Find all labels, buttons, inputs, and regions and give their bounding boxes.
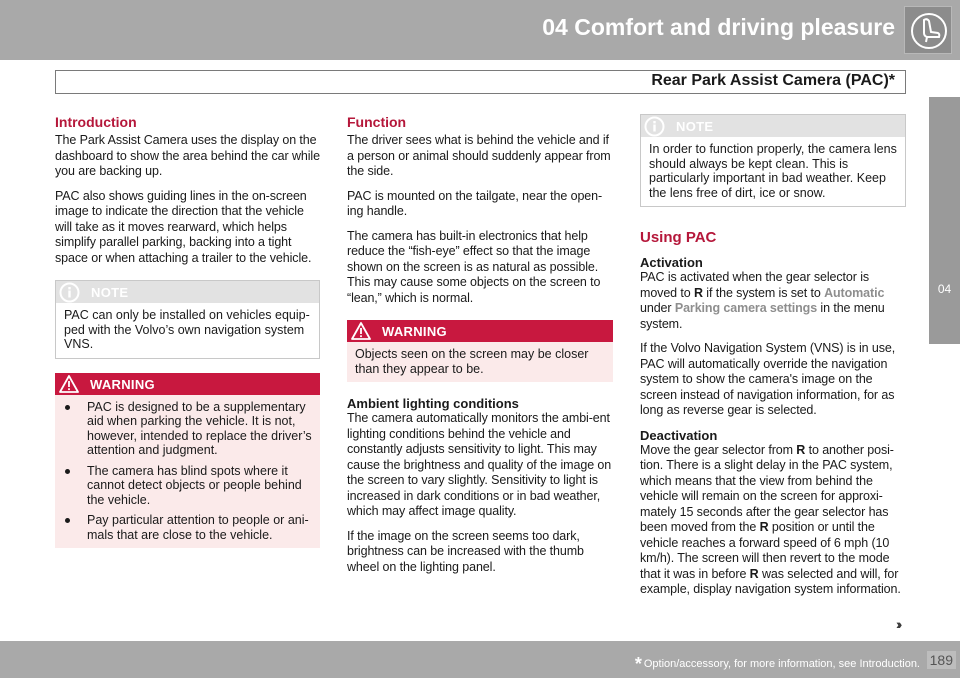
deactivation-paragraph: Move the gear selector from R to another posi-tion. There is a slight delay in the PAC system, which means that the view from behind the vehicle will remain on the screen for approxi-mately 15 seconds after the gear selector has been moved from the R position or until the vehicle reaches a forward speed of 6 mph (10 km/h). The screen will then revert to the mode that it was in before R was selected and will, for example, display navigation system information. (640, 442, 901, 596)
ambient-paragraph-1: The camera automatically monitors the ambi-ent lighting conditions behind the vehicle and constantly adjusts sensitivity to light. This may cause the brightness and quality of the image on the screen to vary slightly. Sensitivity to light is increased in dark conditions or in bad weather, which may affect image quality. (347, 411, 612, 518)
seat-icon (904, 6, 952, 54)
warning-label: WARNING (90, 376, 155, 392)
section-title: Rear Park Assist Camera (PAC)* (651, 72, 895, 89)
warning-body (55, 395, 320, 549)
next-page-arrows: ›› (896, 616, 900, 632)
ambient-lighting-heading: Ambient lighting conditions (347, 396, 519, 411)
menu-setting-automatic: Automatic (824, 285, 885, 300)
using-pac-heading: Using PAC (640, 229, 717, 246)
list-item: Pay particular attention to people or ani-mals that are close to the vehicle. (63, 513, 312, 542)
warning-label: WARNING (382, 324, 447, 339)
chapter-side-tab (929, 97, 960, 344)
header-band (0, 0, 960, 60)
footer-note: * Option/accessory, for more information, see Introduction. (634, 654, 920, 674)
side-tab-label: 04 (937, 282, 952, 296)
activation-paragraph-1: PAC is activated when the gear selector is moved to R if the system is set to Automatic under Parking camera settings in the menu system. (640, 270, 885, 331)
deactivation-heading: Deactivation (640, 427, 718, 443)
warning-triangle-icon (59, 375, 79, 393)
warning-box (55, 373, 320, 549)
column-1 (55, 114, 320, 562)
note-text: In order to function properly, the camera lens should always be kept clean. This is particularly important in bad weather. Keep the lens free of dirt, ice or snow. (649, 142, 897, 200)
note-header (56, 281, 319, 303)
column-2 (347, 114, 613, 584)
ambient-paragraph-2: If the image on the screen seems too dark, brightness can be increased with the thumb wheel on the lighting panel. (347, 528, 584, 574)
note-label: NOTE (91, 285, 129, 300)
activation-paragraph-2: If the Volvo Navigation System (VNS) is in use, PAC will automatically override the navigation system to show the camera's image on the screen instead of navigation information, for as long as reverse gear is selected. (640, 341, 896, 417)
function-paragraph-2: PAC is mounted on the tailgate, near the open-ing handle. (347, 188, 603, 218)
note-box (640, 114, 906, 207)
intro-paragraph-2: PAC also shows guiding lines in the on-screen image to indicate the direction that the vehicle will take as it moves rearward, which helps simplify parallel parking, backing into a tight space or when attaching a trailer to the vehicle. (55, 188, 312, 265)
info-icon (59, 282, 80, 303)
activation-heading: Activation (640, 255, 703, 270)
info-icon (644, 116, 665, 137)
function-heading: Function (347, 114, 407, 130)
note-text: PAC can only be installed on vehicles equip-ped with the Volvo’s own navigation system VNS. (64, 308, 310, 351)
footer-band (0, 641, 960, 678)
function-paragraph-1: The driver sees what is behind the vehicle and if a person or animal should suddenly appear from the side. (347, 133, 611, 178)
warning-box (347, 320, 613, 382)
list-item: The camera has blind spots where it cannot detect objects or people behind the vehicle. (63, 464, 312, 508)
function-paragraph-3: The camera has built-in electronics that help reduce the “fish-eye” effect so that the image shown on the screen is as natural as possible. This may cause some objects on the screen to “lean,” which is normal. (347, 228, 601, 305)
page-number: 189 (927, 651, 956, 669)
intro-paragraph-1: The Park Assist Camera uses the display on the dashboard to show the area behind the car while you are backing up. (55, 133, 320, 178)
note-header (641, 115, 905, 137)
note-label: NOTE (676, 119, 714, 134)
column-3 (640, 114, 906, 607)
warning-triangle-icon (351, 322, 371, 340)
note-box (55, 280, 320, 359)
warning-text: Objects seen on the screen may be closer than they appear to be. (355, 347, 589, 376)
list-item: PAC is designed to be a supplementary aid when parking the vehicle. It is not, however, intended to replace the driver’s attention and judgment. (63, 400, 312, 458)
chapter-title: 04 Comfort and driving pleasure (542, 14, 895, 40)
warning-header (55, 373, 320, 395)
warning-header (347, 320, 613, 342)
menu-parking-camera-settings: Parking camera settings (674, 301, 818, 315)
section-bar (55, 70, 906, 94)
introduction-heading: Introduction (55, 114, 137, 130)
